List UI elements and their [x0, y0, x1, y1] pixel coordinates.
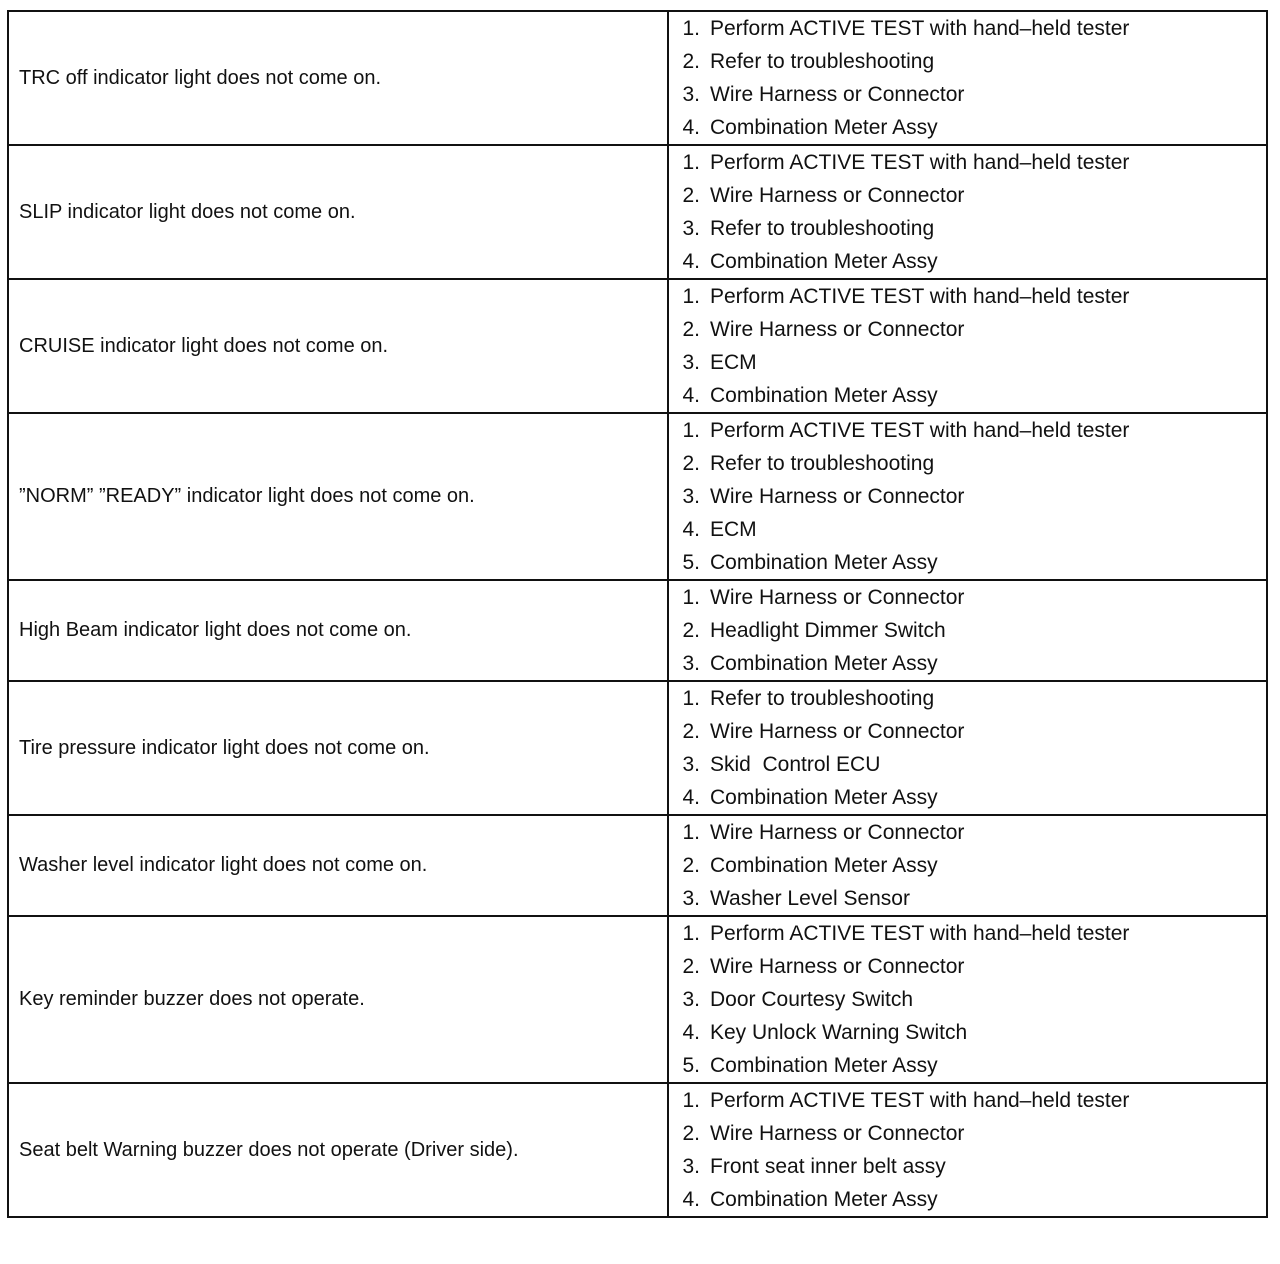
- suspect-area-list: [669, 816, 1266, 915]
- item-number: 3.: [682, 83, 700, 106]
- item-number: 1.: [682, 17, 700, 40]
- item-number: 5.: [682, 551, 700, 574]
- item-text: Wire Harness or Connector: [710, 485, 965, 508]
- item-text: Washer Level Sensor: [710, 887, 910, 910]
- list-item: [669, 983, 1266, 1016]
- list-item: [669, 346, 1266, 379]
- list-item: [669, 179, 1266, 212]
- list-item: [669, 447, 1266, 480]
- suspect-area-list: [669, 280, 1266, 412]
- symptom-cell: High Beam indicator light does not come on.: [8, 580, 668, 681]
- list-item: [669, 313, 1266, 346]
- list-item: [669, 280, 1266, 313]
- list-item: [669, 379, 1266, 412]
- item-text: Wire Harness or Connector: [710, 720, 965, 743]
- item-text: Perform ACTIVE TEST with hand–held tester: [710, 419, 1130, 442]
- item-text: Combination Meter Assy: [710, 384, 938, 407]
- list-item: [669, 1183, 1266, 1216]
- list-item: [669, 146, 1266, 179]
- item-number: 2.: [682, 318, 700, 341]
- item-number: 4.: [682, 786, 700, 809]
- symptom-cell: CRUISE indicator light does not come on.: [8, 279, 668, 413]
- item-number: 1.: [682, 687, 700, 710]
- item-number: 3.: [682, 753, 700, 776]
- item-text: Perform ACTIVE TEST with hand–held tester: [710, 151, 1130, 174]
- suspect-area-list: [669, 12, 1266, 144]
- table-row: [8, 1083, 1267, 1217]
- table-row: [8, 580, 1267, 681]
- item-number: 2.: [682, 955, 700, 978]
- list-item: [669, 1049, 1266, 1082]
- item-text: Perform ACTIVE TEST with hand–held tester: [710, 1089, 1130, 1112]
- item-number: 3.: [682, 652, 700, 675]
- list-item: [669, 1016, 1266, 1049]
- item-text: Combination Meter Assy: [710, 1054, 938, 1077]
- suspect-area-cell: [668, 279, 1267, 413]
- table-body: [8, 11, 1267, 1217]
- item-text: Wire Harness or Connector: [710, 586, 965, 609]
- item-number: 4.: [682, 1188, 700, 1211]
- table-row: [8, 815, 1267, 916]
- item-number: 3.: [682, 887, 700, 910]
- suspect-area-cell: [668, 145, 1267, 279]
- item-text: Wire Harness or Connector: [710, 318, 965, 341]
- item-text: ECM: [710, 351, 757, 374]
- suspect-area-cell: [668, 916, 1267, 1083]
- suspect-area-list: [669, 917, 1266, 1082]
- symptom-cell: Washer level indicator light does not come on.: [8, 815, 668, 916]
- list-item: [669, 647, 1266, 680]
- item-number: 4.: [682, 1021, 700, 1044]
- list-item: [669, 917, 1266, 950]
- list-item: [669, 480, 1266, 513]
- item-number: 2.: [682, 1122, 700, 1145]
- item-number: 4.: [682, 116, 700, 139]
- item-text: Wire Harness or Connector: [710, 955, 965, 978]
- troubleshooting-table: [7, 10, 1268, 1218]
- item-text: Wire Harness or Connector: [710, 184, 965, 207]
- list-item: [669, 111, 1266, 144]
- list-item: [669, 882, 1266, 915]
- list-item: [669, 715, 1266, 748]
- list-item: [669, 781, 1266, 814]
- list-item: [669, 45, 1266, 78]
- list-item: [669, 748, 1266, 781]
- item-text: Combination Meter Assy: [710, 1188, 938, 1211]
- suspect-area-cell: [668, 413, 1267, 580]
- item-number: 3.: [682, 988, 700, 1011]
- suspect-area-list: [669, 146, 1266, 278]
- item-text: Wire Harness or Connector: [710, 1122, 965, 1145]
- item-number: 3.: [682, 1155, 700, 1178]
- suspect-area-list: [669, 414, 1266, 579]
- list-item: [669, 245, 1266, 278]
- item-number: 4.: [682, 518, 700, 541]
- list-item: [669, 816, 1266, 849]
- item-number: 4.: [682, 250, 700, 273]
- list-item: [669, 849, 1266, 882]
- table-row: [8, 11, 1267, 145]
- symptom-cell: Seat belt Warning buzzer does not operate (Driver side).: [8, 1083, 668, 1217]
- item-number: 3.: [682, 217, 700, 240]
- item-number: 2.: [682, 619, 700, 642]
- table-row: [8, 145, 1267, 279]
- item-text: Combination Meter Assy: [710, 551, 938, 574]
- item-number: 2.: [682, 184, 700, 207]
- item-text: Wire Harness or Connector: [710, 821, 965, 844]
- table-row: [8, 681, 1267, 815]
- item-number: 1.: [682, 1089, 700, 1112]
- list-item: [669, 546, 1266, 579]
- item-number: 2.: [682, 854, 700, 877]
- item-text: Combination Meter Assy: [710, 652, 938, 675]
- list-item: [669, 212, 1266, 245]
- suspect-area-cell: [668, 815, 1267, 916]
- item-text: ECM: [710, 518, 757, 541]
- item-text: Refer to troubleshooting: [710, 217, 935, 240]
- item-number: 5.: [682, 1054, 700, 1077]
- list-item: [669, 682, 1266, 715]
- symptom-cell: ”NORM” ”READY” indicator light does not come on.: [8, 413, 668, 580]
- item-text: Key Unlock Warning Switch: [710, 1021, 968, 1044]
- item-number: 4.: [682, 384, 700, 407]
- symptom-cell: Key reminder buzzer does not operate.: [8, 916, 668, 1083]
- list-item: [669, 950, 1266, 983]
- item-number: 1.: [682, 821, 700, 844]
- list-item: [669, 1117, 1266, 1150]
- suspect-area-cell: [668, 11, 1267, 145]
- item-number: 3.: [682, 351, 700, 374]
- item-number: 1.: [682, 285, 700, 308]
- item-text: Refer to troubleshooting: [710, 452, 935, 475]
- item-number: 2.: [682, 50, 700, 73]
- list-item: [669, 12, 1266, 45]
- item-text: Combination Meter Assy: [710, 786, 938, 809]
- list-item: [669, 581, 1266, 614]
- item-text: Headlight Dimmer Switch: [710, 619, 946, 642]
- list-item: [669, 1150, 1266, 1183]
- item-text: Combination Meter Assy: [710, 116, 938, 139]
- suspect-area-list: [669, 682, 1266, 814]
- item-text: Refer to troubleshooting: [710, 50, 935, 73]
- table-row: [8, 279, 1267, 413]
- item-text: Skid Control ECU: [710, 753, 881, 776]
- item-text: Combination Meter Assy: [710, 854, 938, 877]
- item-text: Door Courtesy Switch: [710, 988, 914, 1011]
- suspect-area-list: [669, 1084, 1266, 1216]
- symptom-cell: SLIP indicator light does not come on.: [8, 145, 668, 279]
- symptom-cell: Tire pressure indicator light does not come on.: [8, 681, 668, 815]
- table-row: [8, 413, 1267, 580]
- item-text: Perform ACTIVE TEST with hand–held tester: [710, 285, 1130, 308]
- item-number: 1.: [682, 922, 700, 945]
- item-text: Refer to troubleshooting: [710, 687, 935, 710]
- list-item: [669, 1084, 1266, 1117]
- list-item: [669, 78, 1266, 111]
- suspect-area-cell: [668, 1083, 1267, 1217]
- suspect-area-cell: [668, 580, 1267, 681]
- item-number: 3.: [682, 485, 700, 508]
- list-item: [669, 614, 1266, 647]
- suspect-area-cell: [668, 681, 1267, 815]
- item-number: 2.: [682, 720, 700, 743]
- item-number: 1.: [682, 419, 700, 442]
- item-number: 1.: [682, 151, 700, 174]
- list-item: [669, 414, 1266, 447]
- suspect-area-list: [669, 581, 1266, 680]
- item-text: Combination Meter Assy: [710, 250, 938, 273]
- item-number: 2.: [682, 452, 700, 475]
- item-text: Perform ACTIVE TEST with hand–held tester: [710, 922, 1130, 945]
- symptom-cell: TRC off indicator light does not come on.: [8, 11, 668, 145]
- item-text: Front seat inner belt assy: [710, 1155, 946, 1178]
- item-number: 1.: [682, 586, 700, 609]
- item-text: Perform ACTIVE TEST with hand–held tester: [710, 17, 1130, 40]
- list-item: [669, 513, 1266, 546]
- table-row: [8, 916, 1267, 1083]
- item-text: Wire Harness or Connector: [710, 83, 965, 106]
